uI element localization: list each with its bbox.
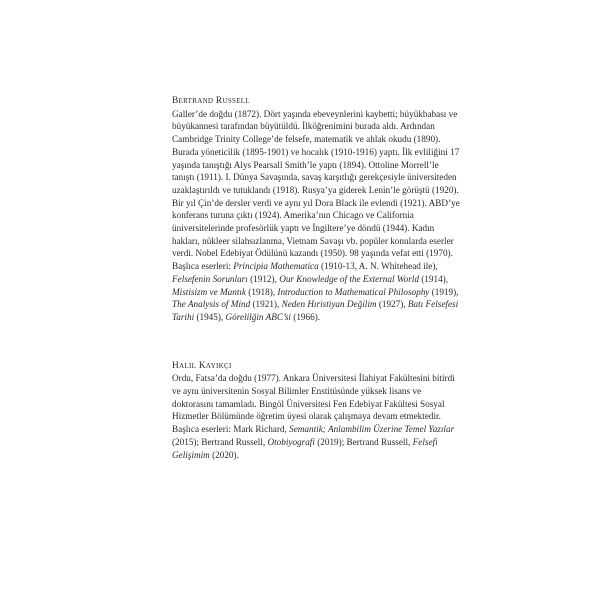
- work-detail: (2019); Bertrand Russell,: [314, 436, 413, 447]
- works-prefix: Başlıca eserleri:: [172, 261, 234, 272]
- work-title: Our Knowledge of the External World: [279, 273, 419, 284]
- bio-halil-kayikci: [172, 360, 462, 462]
- work-title: Felsefenin Sorunları: [172, 273, 248, 284]
- work-detail: (1910-13, A. N. Whitehead ile),: [318, 261, 438, 272]
- work-detail: (2015); Bertrand Russell,: [172, 436, 268, 447]
- work-detail: (2020).: [209, 449, 239, 460]
- bio-paragraph: Galler’de doğdu (1872). Dört yaşında ebeveynlerini kaybetti; büyükbabası ve büyükannesi tarafından büyütüldü. İlköğrenimini burada aldı. Ardından Cambridge Trinity College’de felsefe, matematik ve ahlak okudu (1890). Burada yöneticilik (1895-1901) ve hocalık (1910-1916) yaptı. İlk evliliğini 17 yaşında tanıştığı Alys Pearsall Smith’le yaptı (1894). Ottoline Morrell’le tanıştı (1911). I. Dünya Savaşında, savaş karşıtlığı gerekçesiyle üniversiteden uzaklaştırıldı ve tutuklandı (1918). Rusya’ya giderek Lenin’le görüştü (1920). Bir yıl Çin’de dersler verdi ve aynı yıl Dora Black ile evlendi (1921). ABD’ye konferans turuna çıktı (1924). Amerika’nın Chicago ve California üniversitelerinde profesörlük yaptı ve İngiltere’ye döndü (1944). Kadın hakları, nükleer silahsızlanma, Vietnam Savaşı vb. popüler konularda eserler verdi. Nobel Edebiyat Ödülünü kazandı (1950). 98 yaşında vefat etti (1970).: [172, 108, 460, 259]
- work-title: Semantik; Anlambilim Üzerine Temel Yazılar: [289, 424, 455, 435]
- work-detail: (1921),: [250, 299, 282, 310]
- bio-paragraph: Ordu, Fatsa’da doğdu (1977). Ankara Üniversitesi İlahiyat Fakültesini bitirdi ve aynı üniversitenin Sosyal Bilimler Enstitüsünde yüksek lisans ve doktorasını tamamladı. Bingöl Üniversitesi Fen Edebiyat Fakültesi Sosyal Hizmetler Bölümünde öğretim üyesi olarak çalışmaya devam etmektedir.: [172, 373, 455, 422]
- work-title: Mistisizm ve Mantık: [172, 286, 246, 297]
- author-name: Halil Kayıkçı: [172, 360, 232, 371]
- work-detail: (1914),: [418, 273, 449, 284]
- author-name: Bertrand Russell: [172, 96, 250, 106]
- work-title: Batı Felsefesi Tarihi: [172, 299, 459, 322]
- work-title: Principia Mathematica: [233, 261, 319, 272]
- work-title: Neden Hıristiyan Değilim: [281, 299, 377, 310]
- work-title: Felsefi Gelişimim: [172, 436, 438, 460]
- work-detail: (1918),: [246, 286, 278, 297]
- author-bios-page: [172, 95, 462, 461]
- works-prefix: Başlıca eserleri:: [172, 424, 234, 435]
- bio-bertrand-russell: [172, 95, 462, 324]
- work-detail: Mark Richard,: [233, 424, 290, 435]
- work-title: Görelilğin ABC’si: [225, 311, 291, 322]
- work-detail: (1927),: [376, 299, 408, 310]
- work-title: Otobiyografi: [267, 436, 315, 447]
- work-detail: (1912),: [247, 273, 280, 284]
- work-title: The Analysis of Mind: [172, 299, 251, 310]
- work-detail: (1945),: [194, 311, 226, 322]
- work-detail: (1966).: [290, 311, 321, 322]
- works-list: [172, 423, 462, 461]
- work-detail: (1919),: [429, 286, 459, 297]
- works-list: [172, 260, 462, 324]
- work-title: Introduction to Mathematical Philosophy: [277, 286, 430, 297]
